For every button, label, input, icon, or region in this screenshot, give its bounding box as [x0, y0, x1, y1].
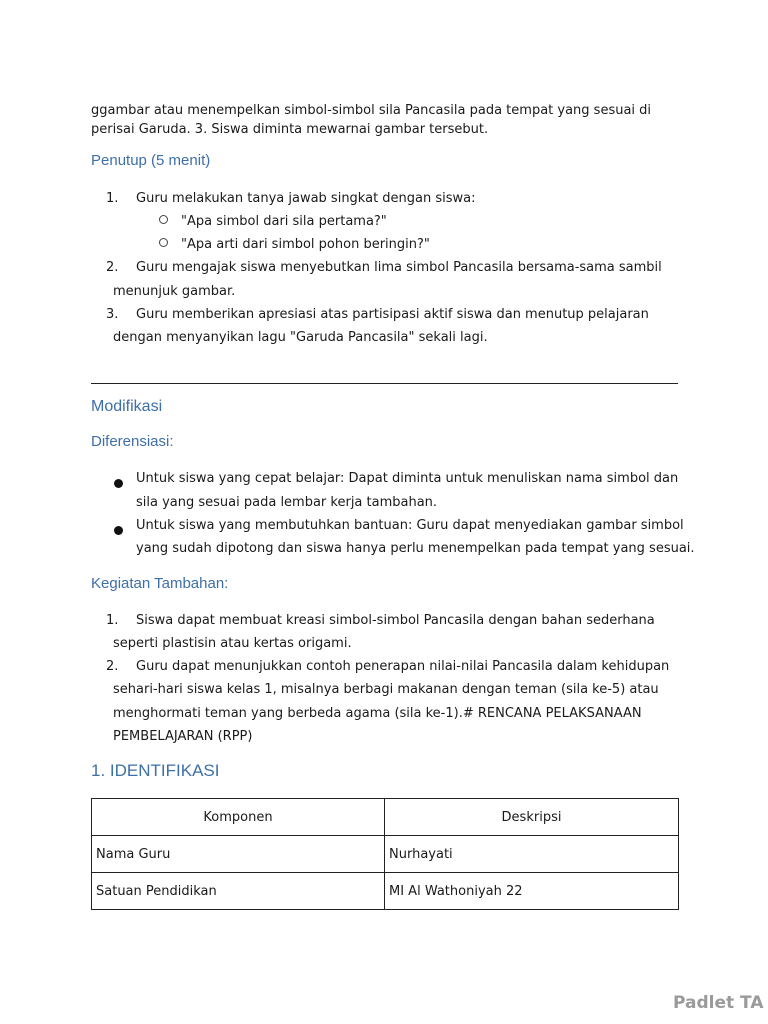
list-item [106, 659, 669, 674]
list-text-continuation: menunjuk gambar. [113, 284, 236, 299]
penutup-heading: Penutup (5 menit) [91, 152, 211, 169]
bullet-text: Untuk siswa yang membutuhkan bantuan: Guru dapat menyediakan gambar simbol [136, 518, 684, 533]
table-cell: Nurhayati [385, 836, 679, 873]
hollow-bullet-icon [159, 215, 168, 224]
list-number: 2. [106, 659, 119, 674]
list-number: 3. [106, 307, 119, 322]
table-row [92, 836, 679, 873]
divider [91, 383, 678, 384]
hollow-bullet-icon [159, 238, 168, 247]
watermark: Padlet TA [673, 993, 764, 1013]
list-item [106, 260, 662, 275]
list-text-continuation: menghormati teman yang berbeda agama (sila ke-1).# RENCANA PELAKSANAAN [113, 706, 642, 721]
list-text: Guru melakukan tanya jawab singkat dengan siswa: [136, 191, 476, 206]
table-row [92, 873, 679, 910]
list-text-continuation: PEMBELAJARAN (RPP) [113, 729, 253, 744]
intro-line: perisai Garuda. 3. Siswa diminta mewarnai gambar tersebut. [91, 122, 489, 137]
sub-list-item [159, 214, 387, 229]
list-text: Guru mengajak siswa menyebutkan lima simbol Pancasila bersama-sama sambil [136, 260, 662, 275]
list-text: Guru dapat menunjukkan contoh penerapan nilai-nilai Pancasila dalam kehidupan [136, 659, 670, 674]
list-item [106, 613, 655, 628]
table-header-cell: Deskripsi [385, 799, 679, 836]
bullet-dot-icon [114, 477, 123, 492]
table-header-cell: Komponen [92, 799, 385, 836]
list-text-continuation: dengan menyanyikan lagu "Garuda Pancasila" sekali lagi. [113, 330, 488, 345]
identifikasi-heading: 1. IDENTIFIKASI [91, 761, 220, 780]
sub-list-item [159, 237, 430, 252]
list-text: Siswa dapat membuat kreasi simbol-simbol Pancasila dengan bahan sederhana [136, 613, 655, 628]
list-text-continuation: sehari-hari siswa kelas 1, misalnya berbagi makanan dengan teman (sila ke-5) atau [113, 682, 659, 697]
identifikasi-table [91, 798, 679, 910]
table-cell: MI Al Wathoniyah 22 [385, 873, 679, 910]
bullet-text-continuation: sila yang sesuai pada lembar kerja tambahan. [136, 495, 438, 510]
sub-list-text: "Apa simbol dari sila pertama?" [181, 214, 387, 229]
table-cell: Nama Guru [92, 836, 385, 873]
modifikasi-heading: Modifikasi [91, 398, 163, 415]
intro-paragraph [91, 101, 681, 139]
table-cell: Satuan Pendidikan [92, 873, 385, 910]
bullet-text: Untuk siswa yang cepat belajar: Dapat diminta untuk menuliskan nama simbol dan [136, 471, 679, 486]
list-number: 1. [106, 191, 119, 206]
kegiatan-heading: Kegiatan Tambahan: [91, 575, 229, 592]
diferensiasi-heading: Diferensiasi: [91, 433, 174, 450]
sub-list-text: "Apa arti dari simbol pohon beringin?" [181, 237, 430, 252]
intro-line: ggambar atau menempelkan simbol-simbol sila Pancasila pada tempat yang sesuai di [91, 103, 652, 118]
list-item [106, 307, 649, 322]
list-number: 1. [106, 613, 119, 628]
list-text: Guru memberikan apresiasi atas partisipasi aktif siswa dan menutup pelajaran [136, 307, 649, 322]
bullet-text-continuation: yang sudah dipotong dan siswa hanya perlu menempelkan pada tempat yang sesuai. [136, 541, 695, 556]
list-number: 2. [106, 260, 119, 275]
bullet-dot-icon [114, 524, 123, 539]
list-text-continuation: seperti plastisin atau kertas origami. [113, 636, 352, 651]
table-header-row [92, 799, 679, 836]
list-item [106, 191, 476, 206]
